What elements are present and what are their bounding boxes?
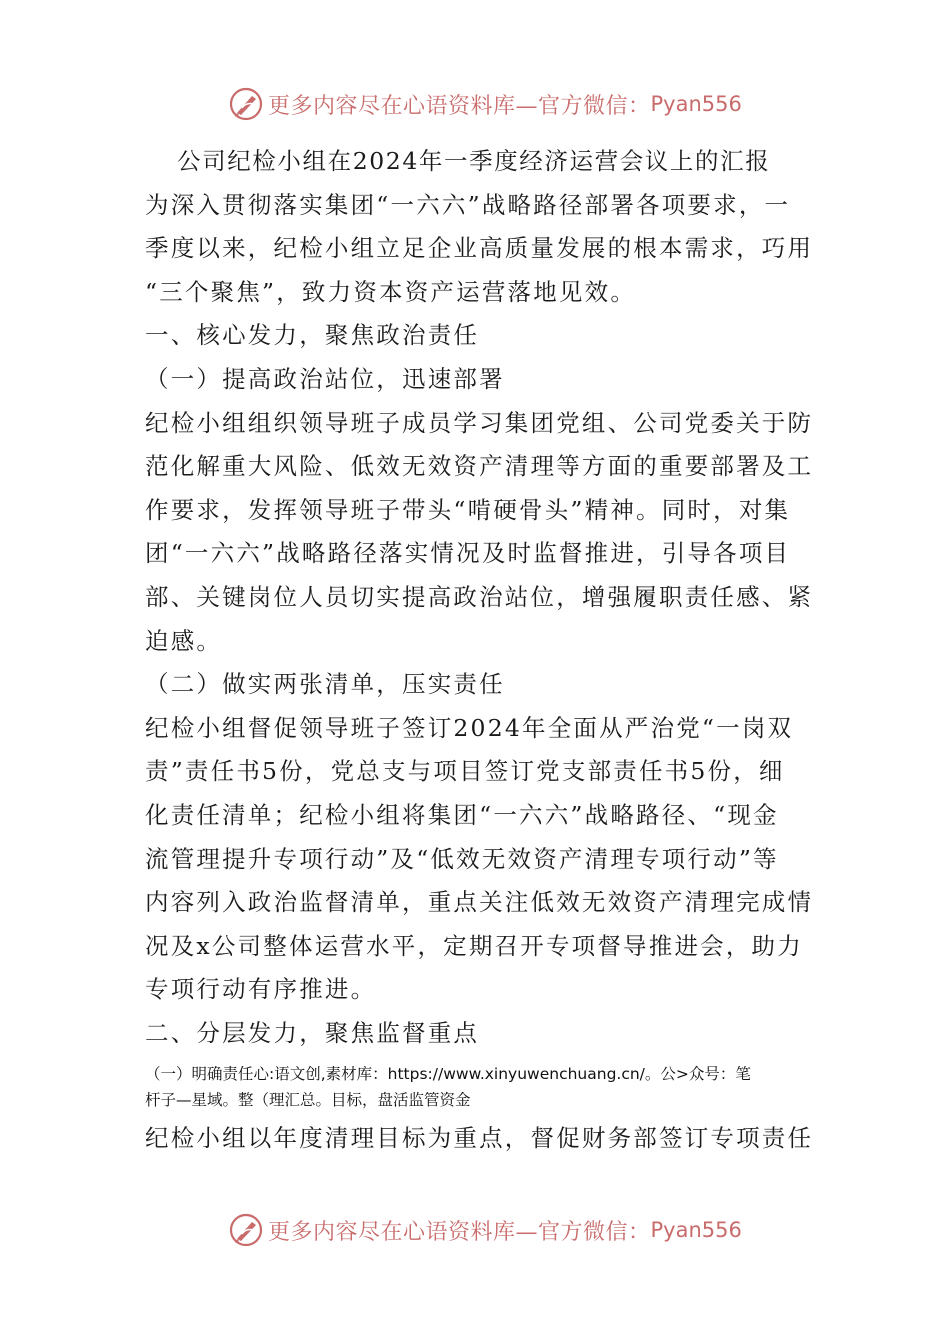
paragraph-line: 作要求，发挥领导班子带头“啃硬骨头”精神。同时，对集 xyxy=(145,495,791,524)
paragraph-line: 况及x公司整体运营水平，定期召开专项督导推进会，助力 xyxy=(145,931,803,960)
watermark-wechat-id: Pyan556 xyxy=(650,1218,742,1242)
watermark-text: 更多内容尽在心语资料库—官方微信： xyxy=(268,1219,651,1245)
watermark-wechat-id: Pyan556 xyxy=(650,92,742,116)
pen-logo-icon xyxy=(228,86,264,122)
document-body xyxy=(145,140,814,1161)
paragraph-line: 纪检小组以年度清理目标为重点，督促财务部签订专项责任 xyxy=(145,1124,814,1153)
paragraph-line: 团“一六六”战略路径落实情况及时监督推进，引导各项目 xyxy=(145,539,791,568)
paragraph-line: 流管理提升专项行动”及“低效无效资产清理专项行动”等 xyxy=(145,844,779,873)
section-heading: 一、核心发力，聚焦政治责任 xyxy=(145,321,480,350)
paragraph-line: 化责任清单；纪检小组将集团“一六六”战略路径、“现金 xyxy=(145,800,779,829)
subsection-heading-mixed: （一）明确责任心:语文创,素材库：https://www.xinyuwenchuang.cn/。公>众号：笔 xyxy=(145,1065,751,1084)
paragraph-line: “三个聚焦”，致力资本资产运营落地见效。 xyxy=(145,277,637,306)
subsection-heading: （一）提高政治站位，迅速部署 xyxy=(145,364,505,393)
subsection-heading-mixed: 杆子—星域。整（理汇总。目标，盘活监管资金 xyxy=(145,1091,471,1110)
paragraph-line: 季度以来，纪检小组立足企业高质量发展的根本需求，巧用 xyxy=(145,234,814,263)
paragraph-line: 范化解重大风险、低效无效资产清理等方面的重要部署及工 xyxy=(145,452,814,481)
header-watermark xyxy=(228,84,742,124)
pen-logo-icon xyxy=(228,1212,264,1248)
paragraph-line: 纪检小组组织领导班子成员学习集团党组、公司党委关于防 xyxy=(145,408,814,437)
paragraph-line: 迫感。 xyxy=(145,626,223,655)
subsection-heading: （二）做实两张清单，压实责任 xyxy=(145,670,505,699)
document-title: 公司纪检小组在2024年一季度经济运营会议上的汇报 xyxy=(177,147,771,175)
footer-watermark xyxy=(228,1210,742,1250)
paragraph-line: 专项行动有序推进。 xyxy=(145,975,377,1004)
paragraph-line: 内容列入政治监督清单，重点关注低效无效资产清理完成情 xyxy=(145,888,814,917)
watermark-text: 更多内容尽在心语资料库—官方微信： xyxy=(268,93,651,119)
section-heading: 二、分层发力，聚焦监督重点 xyxy=(145,1018,480,1047)
paragraph-line: 纪检小组督促领导班子签订2024年全面从严治党“一岗双 xyxy=(145,713,794,742)
paragraph-line: 部、关键岗位人员切实提高政治站位，增强履职责任感、紧 xyxy=(145,582,814,611)
paragraph-line: 责”责任书5份，党总支与项目签订党支部责任书5份，细 xyxy=(145,757,785,786)
paragraph-line: 为深入贯彻落实集团“一六六”战略路径部署各项要求，一 xyxy=(145,190,791,219)
